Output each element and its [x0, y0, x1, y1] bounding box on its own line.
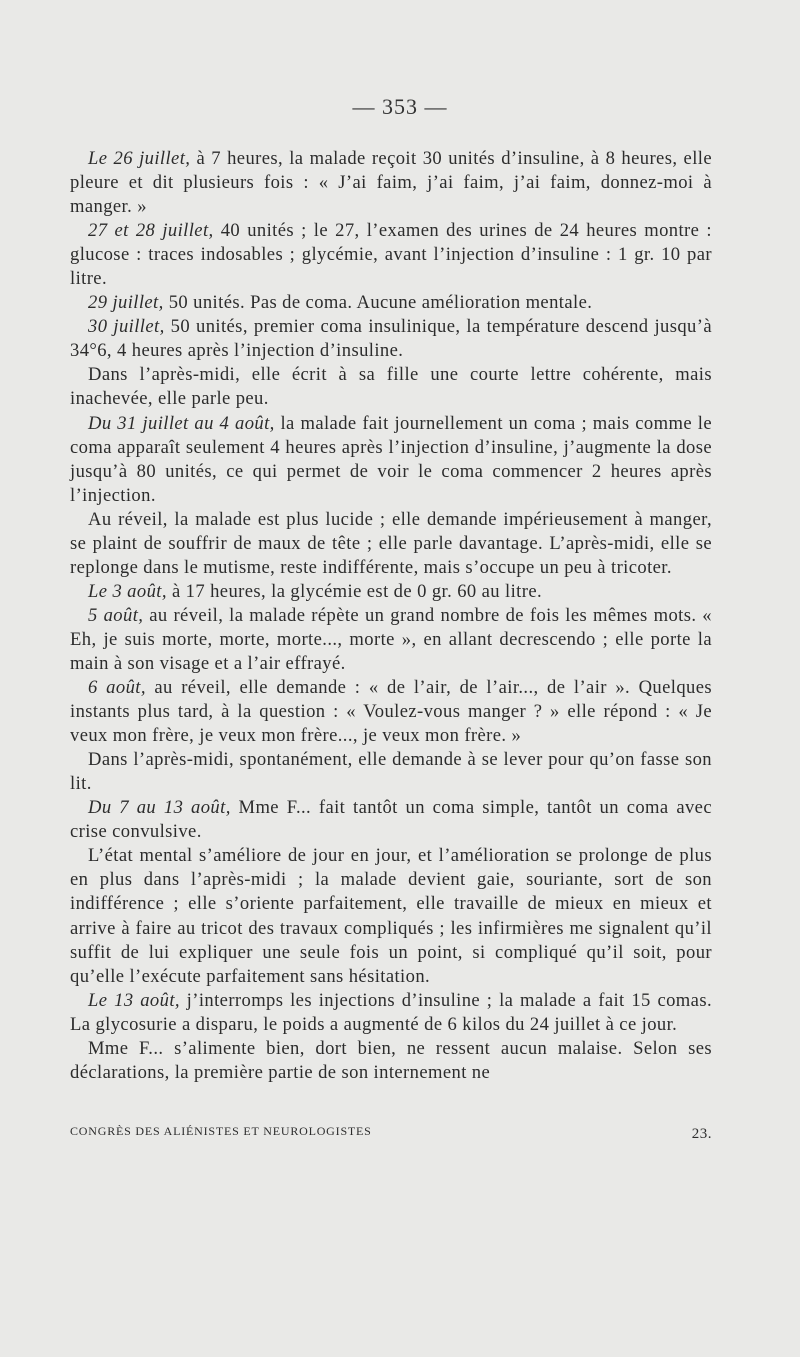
paragraph-text: au réveil, elle demande : « de l’air, de l’air..., de l’air ». Quelques instants plus tard, à la question : « Voulez-vous manger ? » elle répond : « Je veux mon frère, je veux mon frère..., je veux mon frère. » — [70, 677, 712, 747]
date-label: 29 juillet, — [88, 292, 164, 314]
date-label: 5 août, — [88, 604, 144, 626]
paragraph-text: L’état mental s’améliore de jour en jour, et l’amélioration se prolonge de plus en plus dans l’après-midi ; la malade devient gaie, souriante, sort de son indifférence ; elle s’oriente parfaitement, elle travaille de mieux en mieux et arrive à faire au tricot des travaux compliqués ; les infirmières me signalent qu’il suffit de lui expliquer une seule fois un point, si compliqué qu’il soit, pour qu’elle l’exécute parfaitement sans hésitation. — [70, 845, 712, 987]
date-label: Du 7 au 13 août, — [88, 797, 231, 819]
paragraph-text: Dans l’après-midi, elle écrit à sa fille une courte lettre cohérente, mais inachevée, elle parle peu. — [70, 364, 712, 410]
paragraph — [70, 412, 712, 508]
paragraph — [70, 219, 712, 291]
paragraph — [70, 1037, 712, 1085]
paragraph — [70, 580, 712, 604]
paragraph — [70, 315, 712, 363]
paragraph-text: Mme F... s’alimente bien, dort bien, ne ressent aucun malaise. Selon ses déclarations, la première partie de son internement ne — [70, 1037, 712, 1083]
paragraph-text: 50 unités, premier coma insulinique, la température descend jusqu’à 34°6, 4 heures après l’injection d’insuline. — [70, 316, 713, 362]
footer-title: CONGRÈS DES ALIÉNISTES ET NEUROLOGISTES — [70, 1124, 372, 1138]
paragraph — [70, 676, 712, 748]
paragraph — [70, 989, 712, 1037]
paragraph-text: Dans l’après-midi, spontanément, elle demande à se lever pour qu’on fasse son lit. — [70, 749, 712, 795]
paragraph — [70, 147, 712, 219]
paragraph — [70, 796, 712, 844]
paragraph — [70, 363, 712, 411]
paragraph-text: 40 unités ; le 27, l’examen des urines de 24 heures montre : glucose : traces indosables ; glycémie, avant l’injection d’insuline : 1 gr. 10 par litre. — [70, 220, 712, 290]
date-label: Du 31 juillet au 4 août, — [88, 412, 275, 434]
date-label: Le 13 août, — [88, 989, 180, 1011]
paragraph — [70, 844, 712, 988]
paragraph-text: à 17 heures, la glycémie est de 0 gr. 60 au litre. — [166, 580, 543, 602]
date-label: 30 juillet, — [88, 316, 165, 338]
paragraph — [70, 604, 712, 676]
page-footer — [70, 1124, 712, 1143]
body-text — [70, 147, 712, 1085]
date-label: 6 août, — [88, 677, 146, 699]
date-label: 27 et 28 juillet, — [88, 220, 214, 242]
paragraph-text: Au réveil, la malade est plus lucide ; elle demande impérieusement à manger, se plaint de souffrir de maux de tête ; elle parle davantage. L’après-midi, elle se replonge dans le mutisme, reste indifférente, mais s’occupe un peu à tricoter. — [70, 508, 712, 578]
paragraph — [70, 291, 712, 315]
paragraph — [70, 748, 712, 796]
paragraph-text: j’interromps les injections d’insuline ; la malade a fait 15 comas. La glycosurie a disparu, le poids a augmenté de 6 kilos du 24 juillet à ce jour. — [70, 989, 713, 1035]
paragraph-text: Mme F... fait tantôt un coma simple, tantôt un coma avec crise convulsive. — [70, 797, 712, 843]
paragraph-text: au réveil, la malade répète un grand nombre de fois les mêmes mots. « Eh, je suis morte, morte, morte..., morte », en allant decrescendo ; elle porte la main à son visage et a l’air effrayé. — [70, 604, 712, 674]
page-number: — 353 — — [352, 94, 448, 119]
paragraph — [70, 508, 712, 580]
date-label: Le 26 juillet, — [88, 148, 191, 169]
date-label: Le 3 août, — [88, 580, 167, 602]
paragraph-text: à 7 heures, la malade reçoit 30 unités d’insuline, à 8 heures, elle pleure et dit plusieurs fois : « J’ai faim, j’ai faim, j’ai faim, donnez-moi à manger. » — [70, 148, 712, 218]
paragraph-text: la malade fait journellement un coma ; mais comme le coma apparaît seulement 4 heures après l’injection d’insuline, j’augmente la dose jusqu’à 80 unités, ce qui permet de voir le coma commencer 2 heures après l’injection. — [70, 412, 712, 506]
signature-mark: 23. — [691, 1126, 712, 1142]
paragraph-text: 50 unités. Pas de coma. Aucune amélioration mentale. — [163, 292, 593, 314]
